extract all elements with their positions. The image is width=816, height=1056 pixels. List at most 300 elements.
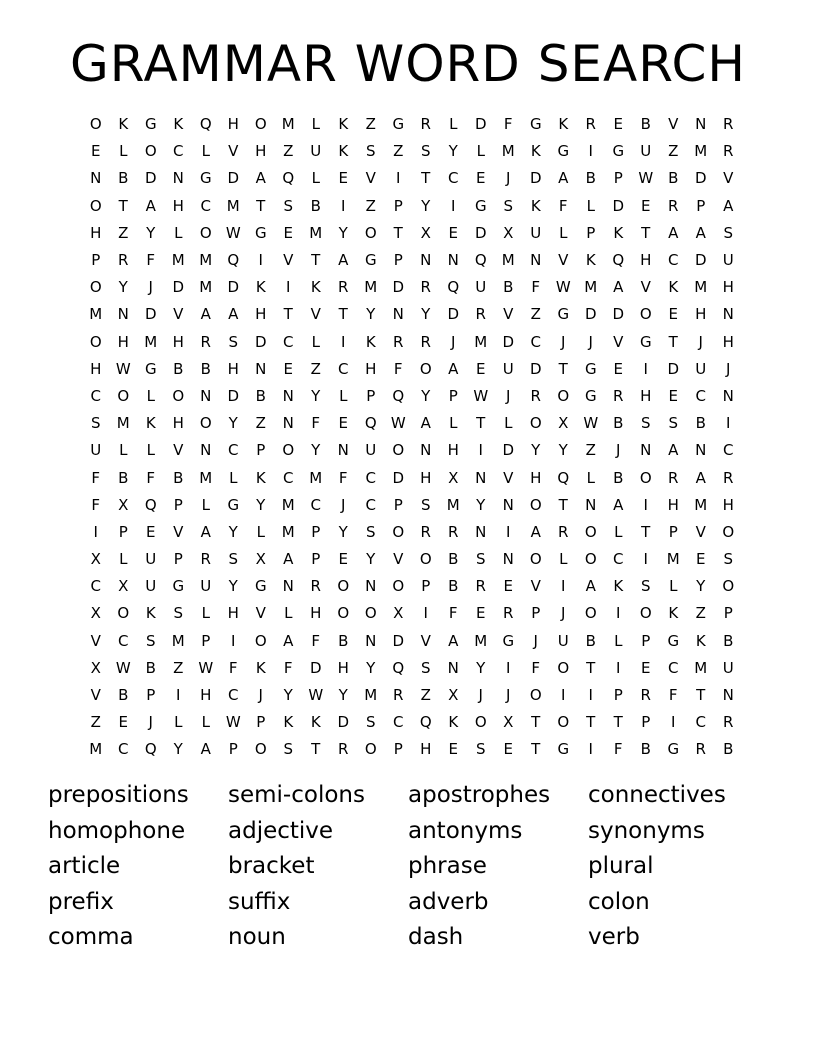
grid-cell: O: [639, 305, 652, 324]
grid-cell: D: [227, 169, 240, 188]
grid-cell: P: [311, 522, 321, 541]
grid-cell: H: [172, 414, 184, 433]
grid-cell: Z: [283, 142, 294, 161]
grid-cell: H: [172, 332, 184, 351]
grid-cell: K: [695, 631, 706, 650]
grid-cell: O: [557, 713, 570, 732]
grid-cell: D: [392, 278, 405, 297]
grid-cell: O: [117, 604, 130, 623]
grid-cell: P: [531, 604, 541, 623]
grid-cell: I: [588, 740, 593, 759]
grid-cell: K: [668, 278, 679, 297]
grid-cell: Y: [228, 522, 238, 541]
grid-cell: E: [338, 414, 348, 433]
grid-cell: M: [666, 550, 680, 569]
grid-cell: R: [503, 604, 514, 623]
grid-cell: I: [506, 658, 511, 677]
grid-cell: N: [640, 441, 652, 460]
grid-cell: K: [530, 142, 541, 161]
grid-cell: M: [694, 278, 708, 297]
grid-cell: X: [503, 223, 514, 242]
word-list-item: prefix: [48, 888, 114, 915]
grid-cell: A: [283, 550, 294, 569]
word-list-item: apostrophes: [408, 782, 551, 808]
grid-cell: N: [200, 386, 212, 405]
grid-cell: H: [640, 386, 652, 405]
grid-cell: L: [311, 332, 320, 351]
grid-cell: E: [448, 223, 458, 242]
grid-cell: A: [613, 495, 624, 514]
grid-cell: T: [641, 223, 651, 242]
grid-cell: A: [668, 441, 679, 460]
grid-cell: L: [311, 115, 320, 134]
grid-cell: O: [144, 142, 157, 161]
grid-cell: A: [420, 414, 431, 433]
grid-cell: L: [586, 196, 595, 215]
grid-cell: E: [613, 359, 623, 378]
grid-cell: P: [586, 223, 596, 242]
grid-cell: P: [366, 386, 376, 405]
grid-cell: C: [118, 631, 129, 650]
grid-row: [82, 138, 742, 165]
grid-cell: H: [365, 359, 377, 378]
grid-cell: G: [584, 386, 597, 405]
grid-cell: R: [200, 332, 211, 351]
grid-cell: T: [283, 305, 293, 324]
grid-cell: L: [146, 386, 155, 405]
grid-cell: P: [393, 740, 403, 759]
grid-cell: G: [144, 359, 157, 378]
grid-cell: V: [365, 169, 376, 188]
grid-cell: O: [722, 577, 735, 596]
grid-cell: O: [337, 604, 350, 623]
grid-cell: C: [365, 495, 376, 514]
grid-cell: M: [584, 278, 598, 297]
grid-cell: E: [503, 577, 513, 596]
grid-row: [82, 709, 742, 736]
grid-cell: H: [420, 468, 432, 487]
grid-cell: D: [694, 169, 707, 188]
word-list-item: verb: [588, 924, 640, 950]
grid-cell: O: [89, 196, 102, 215]
grid-cell: K: [255, 658, 266, 677]
grid-cell: Z: [255, 414, 266, 433]
grid-cell: V: [173, 441, 184, 460]
grid-cell: D: [172, 278, 185, 297]
letter-grid: [82, 111, 742, 764]
grid-cell: M: [171, 251, 185, 270]
grid-cell: Z: [365, 115, 376, 134]
grid-cell: F: [228, 658, 238, 677]
grid-row: [82, 492, 742, 519]
grid-cell: Y: [338, 522, 348, 541]
grid-cell: J: [726, 359, 731, 378]
grid-cell: R: [200, 550, 211, 569]
grid-cell: B: [613, 414, 624, 433]
grid-cell: P: [421, 577, 431, 596]
grid-cell: D: [502, 332, 515, 351]
grid-cell: H: [227, 359, 239, 378]
grid-cell: M: [474, 332, 488, 351]
grid-cell: S: [283, 196, 294, 215]
grid-cell: L: [146, 441, 155, 460]
grid-cell: I: [396, 169, 401, 188]
grid-cell: Q: [474, 251, 487, 270]
grid-cell: W: [225, 223, 241, 242]
grid-cell: C: [310, 495, 321, 514]
grid-cell: O: [419, 550, 432, 569]
grid-cell: N: [172, 169, 184, 188]
grid-cell: Y: [118, 278, 128, 297]
grid-cell: A: [228, 305, 239, 324]
grid-cell: G: [584, 359, 597, 378]
grid-cell: L: [174, 223, 183, 242]
grid-cell: E: [503, 740, 513, 759]
word-list-item: suffix: [228, 888, 291, 915]
grid-cell: S: [475, 550, 486, 569]
grid-cell: E: [338, 550, 348, 569]
grid-cell: X: [448, 686, 459, 705]
grid-cell: D: [227, 278, 240, 297]
grid-cell: V: [530, 577, 541, 596]
grid-cell: V: [503, 468, 514, 487]
grid-cell: T: [586, 713, 596, 732]
word-list-item: synonyms: [588, 817, 705, 844]
grid-cell: O: [254, 740, 267, 759]
grid-cell: Q: [392, 386, 405, 405]
grid-cell: G: [557, 305, 570, 324]
grid-cell: T: [393, 223, 403, 242]
grid-cell: L: [504, 414, 513, 433]
grid-cell: I: [726, 414, 731, 433]
grid-cell: E: [668, 386, 678, 405]
grid-cell: U: [722, 251, 734, 270]
grid-cell: K: [255, 278, 266, 297]
grid-cell: D: [392, 468, 405, 487]
grid-cell: O: [722, 522, 735, 541]
grid-cell: K: [310, 278, 321, 297]
grid-cell: K: [145, 414, 156, 433]
grid-cell: H: [90, 359, 102, 378]
word-list-item: homophone: [48, 817, 186, 844]
grid-cell: Q: [227, 251, 240, 270]
grid-cell: R: [723, 142, 734, 161]
grid-row: [82, 383, 742, 410]
grid-cell: I: [93, 522, 98, 541]
grid-cell: R: [393, 332, 404, 351]
grid-cell: C: [90, 386, 101, 405]
grid-row: [82, 628, 742, 655]
grid-cell: E: [118, 713, 128, 732]
grid-cell: P: [448, 386, 458, 405]
word-list-item: antonyms: [408, 817, 523, 844]
grid-cell: Y: [146, 223, 156, 242]
grid-cell: J: [148, 713, 153, 732]
grid-cell: L: [119, 550, 128, 569]
grid-cell: Q: [364, 414, 377, 433]
grid-cell: R: [420, 332, 431, 351]
grid-cell: Q: [144, 495, 157, 514]
grid-cell: Z: [365, 196, 376, 215]
grid-cell: B: [145, 658, 156, 677]
grid-cell: W: [390, 414, 406, 433]
grid-cell: D: [474, 115, 487, 134]
grid-cell: E: [613, 115, 623, 134]
grid-cell: T: [311, 740, 321, 759]
word-list-item: noun: [228, 924, 286, 950]
grid-cell: T: [696, 686, 706, 705]
grid-cell: J: [561, 332, 566, 351]
grid-cell: I: [231, 631, 236, 650]
word-list-item: article: [48, 853, 121, 879]
grid-cell: P: [228, 740, 238, 759]
grid-cell: P: [723, 604, 733, 623]
grid-cell: H: [172, 196, 184, 215]
grid-cell: M: [281, 495, 295, 514]
grid-cell: Y: [366, 658, 376, 677]
grid-cell: E: [283, 223, 293, 242]
grid-cell: N: [200, 441, 212, 460]
grid-cell: T: [586, 658, 596, 677]
grid-cell: T: [668, 332, 678, 351]
grid-cell: E: [476, 359, 486, 378]
grid-cell: R: [393, 686, 404, 705]
grid-cell: D: [447, 305, 460, 324]
grid-cell: B: [338, 631, 349, 650]
grid-cell: E: [91, 142, 101, 161]
grid-cell: N: [282, 386, 294, 405]
grid-cell: O: [392, 522, 405, 541]
grid-cell: I: [671, 713, 676, 732]
grid-cell: N: [420, 251, 432, 270]
grid-cell: W: [555, 278, 571, 297]
grid-cell: G: [392, 115, 405, 134]
grid-cell: J: [506, 169, 511, 188]
grid-cell: Z: [310, 359, 321, 378]
grid-cell: L: [201, 604, 210, 623]
grid-cell: B: [118, 468, 129, 487]
grid-cell: E: [641, 196, 651, 215]
grid-cell: A: [200, 740, 211, 759]
grid-cell: C: [228, 686, 239, 705]
grid-cell: B: [118, 686, 129, 705]
grid-cell: F: [531, 278, 541, 297]
grid-cell: I: [341, 332, 346, 351]
grid-cell: T: [421, 169, 431, 188]
grid-cell: S: [228, 332, 239, 351]
grid-cell: H: [695, 305, 707, 324]
grid-cell: R: [420, 522, 431, 541]
grid-row: [82, 546, 742, 573]
grid-cell: E: [476, 169, 486, 188]
grid-cell: N: [282, 414, 294, 433]
page-title: GRAMMAR WORD SEARCH: [69, 35, 746, 93]
grid-cell: N: [475, 468, 487, 487]
grid-cell: S: [503, 196, 514, 215]
grid-cell: B: [448, 577, 459, 596]
grid-cell: H: [420, 740, 432, 759]
grid-cell: Y: [283, 686, 293, 705]
grid-cell: N: [722, 305, 734, 324]
grid-cell: R: [723, 115, 734, 134]
grid-cell: L: [311, 169, 320, 188]
grid-cell: L: [256, 522, 265, 541]
grid-cell: R: [475, 305, 486, 324]
grid-cell: F: [91, 495, 101, 514]
grid-cell: N: [695, 115, 707, 134]
grid-cell: I: [588, 686, 593, 705]
grid-row: [82, 111, 742, 138]
grid-cell: C: [338, 359, 349, 378]
grid-cell: B: [723, 631, 734, 650]
word-list-item: adjective: [228, 817, 334, 844]
grid-row: [82, 573, 742, 600]
grid-cell: A: [695, 468, 706, 487]
grid-cell: Q: [282, 169, 295, 188]
grid-cell: W: [308, 686, 324, 705]
grid-cell: J: [698, 332, 703, 351]
grid-cell: P: [696, 196, 706, 215]
grid-cell: U: [557, 631, 569, 650]
grid-cell: L: [201, 142, 210, 161]
grid-cell: V: [640, 278, 651, 297]
grid-cell: Y: [366, 305, 376, 324]
grid-cell: D: [144, 169, 157, 188]
grid-cell: U: [640, 142, 652, 161]
grid-cell: H: [255, 142, 267, 161]
grid-cell: B: [448, 550, 459, 569]
grid-cell: G: [254, 577, 267, 596]
grid-cell: M: [474, 631, 488, 650]
grid-cell: H: [255, 305, 267, 324]
grid-row: [82, 600, 742, 627]
grid-cell: U: [722, 658, 734, 677]
grid-cell: I: [561, 577, 566, 596]
grid-cell: G: [612, 142, 625, 161]
grid-cell: D: [227, 386, 240, 405]
grid-cell: I: [451, 196, 456, 215]
grid-cell: M: [281, 522, 295, 541]
grid-cell: B: [585, 631, 596, 650]
grid-cell: N: [722, 386, 734, 405]
word-list-item: connectives: [588, 782, 726, 808]
grid-cell: R: [448, 522, 459, 541]
grid-cell: Y: [531, 441, 541, 460]
grid-cell: O: [584, 550, 597, 569]
grid-cell: Y: [256, 495, 266, 514]
grid-cell: J: [616, 441, 621, 460]
grid-cell: B: [173, 468, 184, 487]
grid-cell: A: [613, 278, 624, 297]
grid-cell: Y: [366, 550, 376, 569]
grid-cell: C: [695, 713, 706, 732]
grid-cell: M: [199, 251, 213, 270]
grid-cell: R: [695, 740, 706, 759]
grid-cell: M: [309, 223, 323, 242]
grid-cell: F: [338, 468, 348, 487]
grid-cell: P: [393, 196, 403, 215]
grid-cell: D: [337, 713, 350, 732]
grid-row: [82, 410, 742, 437]
grid-cell: V: [723, 169, 734, 188]
grid-cell: T: [531, 740, 541, 759]
grid-cell: V: [695, 522, 706, 541]
grid-cell: I: [643, 359, 648, 378]
grid-cell: G: [557, 142, 570, 161]
grid-cell: G: [144, 115, 157, 134]
grid-row: [82, 437, 742, 464]
grid-cell: N: [722, 686, 734, 705]
grid-cell: S: [420, 658, 431, 677]
grid-cell: A: [338, 251, 349, 270]
grid-cell: A: [448, 359, 459, 378]
grid-cell: T: [558, 495, 568, 514]
grid-cell: Z: [668, 142, 679, 161]
grid-cell: K: [255, 468, 266, 487]
grid-cell: L: [476, 142, 485, 161]
grid-cell: K: [668, 604, 679, 623]
grid-cell: R: [420, 115, 431, 134]
word-list-item: prepositions: [48, 782, 189, 808]
grid-cell: B: [723, 740, 734, 759]
grid-cell: J: [533, 631, 538, 650]
grid-cell: N: [365, 577, 377, 596]
grid-cell: P: [641, 631, 651, 650]
grid-cell: D: [667, 359, 680, 378]
grid-cell: H: [310, 604, 322, 623]
grid-cell: T: [641, 522, 651, 541]
grid-cell: R: [640, 686, 651, 705]
grid-row: [82, 655, 742, 682]
grid-cell: D: [584, 305, 597, 324]
grid-cell: G: [227, 495, 240, 514]
grid-cell: B: [640, 740, 651, 759]
grid-cell: N: [337, 441, 349, 460]
grid-row: [82, 329, 742, 356]
grid-cell: L: [614, 522, 623, 541]
grid-cell: G: [557, 740, 570, 759]
grid-cell: N: [502, 550, 514, 569]
grid-cell: Y: [476, 658, 486, 677]
grid-cell: A: [695, 223, 706, 242]
grid-cell: F: [146, 468, 156, 487]
grid-cell: N: [282, 577, 294, 596]
grid-cell: I: [478, 441, 483, 460]
grid-cell: F: [448, 604, 458, 623]
grid-cell: Y: [338, 223, 348, 242]
grid-cell: F: [558, 196, 568, 215]
grid-cell: C: [723, 441, 734, 460]
grid-cell: M: [694, 658, 708, 677]
grid-cell: L: [201, 495, 210, 514]
grid-cell: A: [255, 169, 266, 188]
grid-cell: V: [255, 604, 266, 623]
grid-cell: M: [446, 495, 460, 514]
grid-cell: G: [254, 223, 267, 242]
grid-cell: S: [640, 577, 651, 596]
grid-cell: N: [585, 495, 597, 514]
grid-cell: E: [641, 658, 651, 677]
grid-cell: Z: [90, 713, 101, 732]
grid-cell: U: [90, 441, 102, 460]
grid-cell: W: [198, 658, 214, 677]
grid-cell: D: [612, 305, 625, 324]
grid-row: [82, 220, 742, 247]
grid-cell: W: [638, 169, 654, 188]
grid-cell: Z: [530, 305, 541, 324]
word-list-item: dash: [408, 924, 464, 950]
grid-row: [82, 247, 742, 274]
